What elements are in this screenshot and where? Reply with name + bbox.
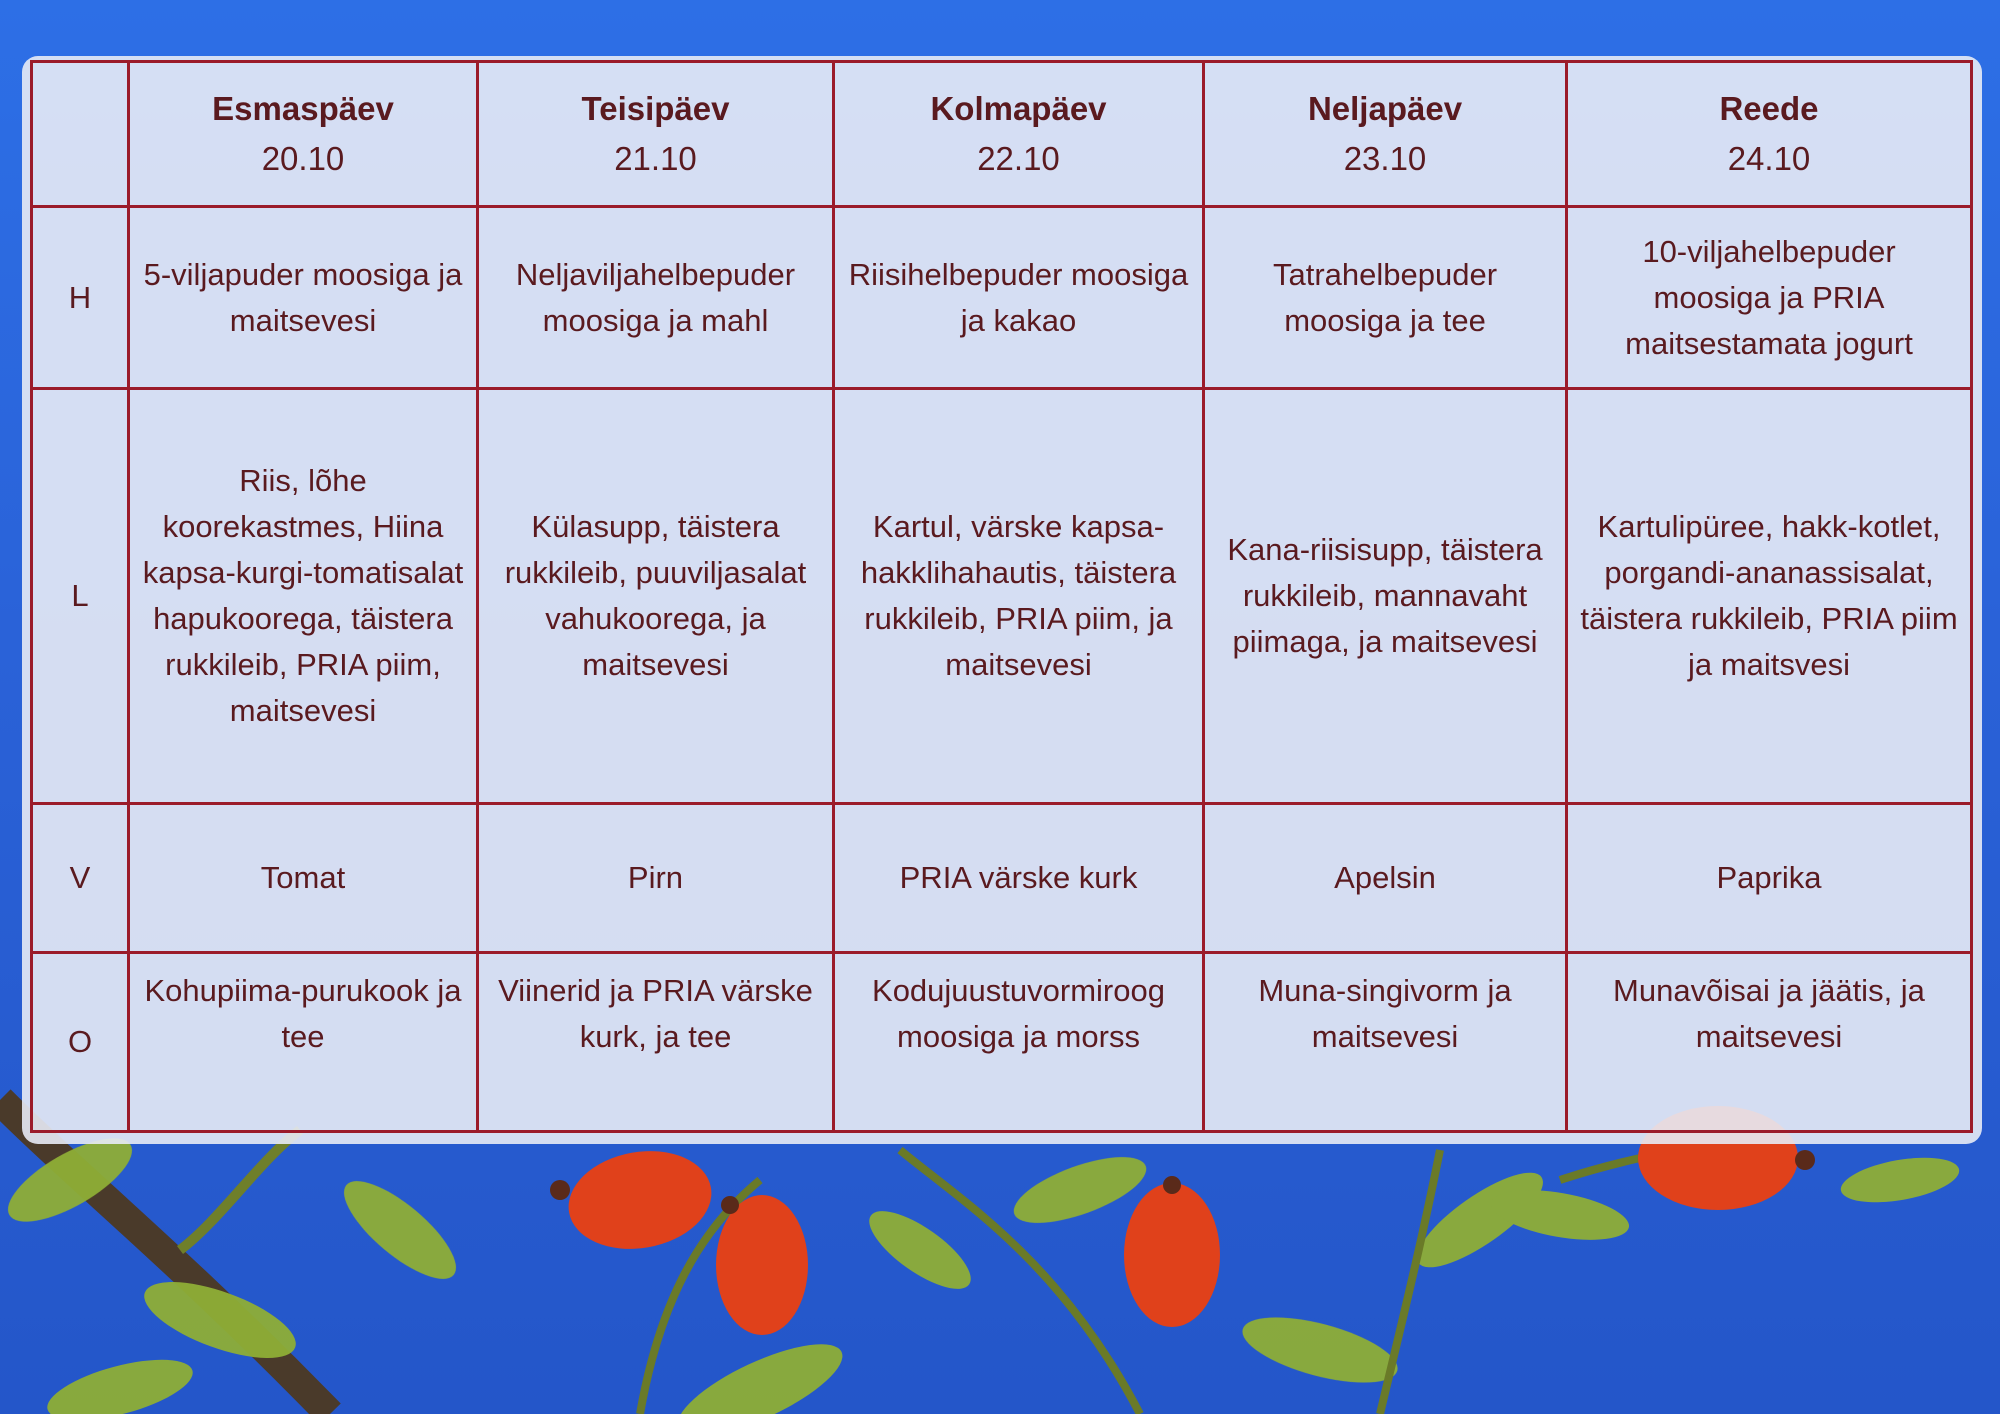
meal-cell: Apelsin	[1204, 804, 1567, 953]
day-name: Teisipäev	[581, 90, 730, 127]
meal-cell: Kartulipüree, hakk-kotlet, porgandi-ananassisalat, täistera rukkileib, PRIA piim ja maitsvesi	[1567, 389, 1972, 804]
meal-cell: Munavõisai ja jäätis, ja maitsevesi	[1567, 953, 1972, 1132]
weekly-menu-table	[30, 60, 1973, 1133]
meal-letter: V	[32, 804, 129, 953]
day-header-monday	[129, 62, 478, 207]
meal-cell: Kana-riisisupp, täistera rukkileib, mannavaht piimaga, ja maitsevesi	[1204, 389, 1567, 804]
day-header-friday	[1567, 62, 1972, 207]
meal-cell: Tatrahelbepuder moosiga ja tee	[1204, 207, 1567, 389]
meal-row-snack	[32, 804, 1972, 953]
meal-row-afternoon	[32, 953, 1972, 1132]
meal-cell: Viinerid ja PRIA värske kurk, ja tee	[478, 953, 834, 1132]
meal-cell: 5-viljapuder moosiga ja maitsevesi	[129, 207, 478, 389]
day-header-thursday	[1204, 62, 1567, 207]
meal-cell: Riisihelbepuder moosiga ja kakao	[834, 207, 1204, 389]
meal-letter: L	[32, 389, 129, 804]
day-name: Reede	[1719, 90, 1819, 127]
meal-row-lunch	[32, 389, 1972, 804]
day-header-wednesday	[834, 62, 1204, 207]
meal-cell: Kartul, värske kapsa-hakklihahautis, täistera rukkileib, PRIA piim, ja maitsevesi	[834, 389, 1204, 804]
meal-cell: Pirn	[478, 804, 834, 953]
meal-letter: H	[32, 207, 129, 389]
meal-cell: PRIA värske kurk	[834, 804, 1204, 953]
day-date: 23.10	[1343, 140, 1427, 177]
day-name: Neljapäev	[1307, 90, 1463, 127]
meal-cell: Muna-singivorm ja maitsevesi	[1204, 953, 1567, 1132]
meal-cell: Kodujuustuvormiroog moosiga ja morss	[834, 953, 1204, 1132]
day-date: 20.10	[261, 140, 345, 177]
day-date: 22.10	[977, 140, 1060, 177]
day-date: 21.10	[614, 140, 697, 177]
day-name: Kolmapäev	[930, 90, 1107, 127]
meal-cell: Kohupiima-purukook ja tee	[129, 953, 478, 1132]
meal-letter: O	[32, 953, 129, 1132]
meal-cell: Tomat	[129, 804, 478, 953]
meal-cell: 10-viljahelbepuder moosiga ja PRIA maitsestamata jogurt	[1567, 207, 1972, 389]
header-row	[32, 62, 1972, 207]
meal-row-breakfast	[32, 207, 1972, 389]
meal-cell: Neljaviljahelbepuder moosiga ja mahl	[478, 207, 834, 389]
day-header-tuesday	[478, 62, 834, 207]
day-name: Esmaspäev	[212, 90, 394, 127]
meal-cell: Paprika	[1567, 804, 1972, 953]
day-date: 24.10	[1727, 140, 1811, 177]
meal-cell: Külasupp, täistera rukkileib, puuviljasalat vahukoorega, ja maitsevesi	[478, 389, 834, 804]
corner-cell	[32, 62, 129, 207]
meal-cell: Riis, lõhe koorekastmes, Hiina kapsa-kurgi-tomatisalat hapukoorega, täistera rukkileib, PRIA piim, maitsevesi	[129, 389, 478, 804]
